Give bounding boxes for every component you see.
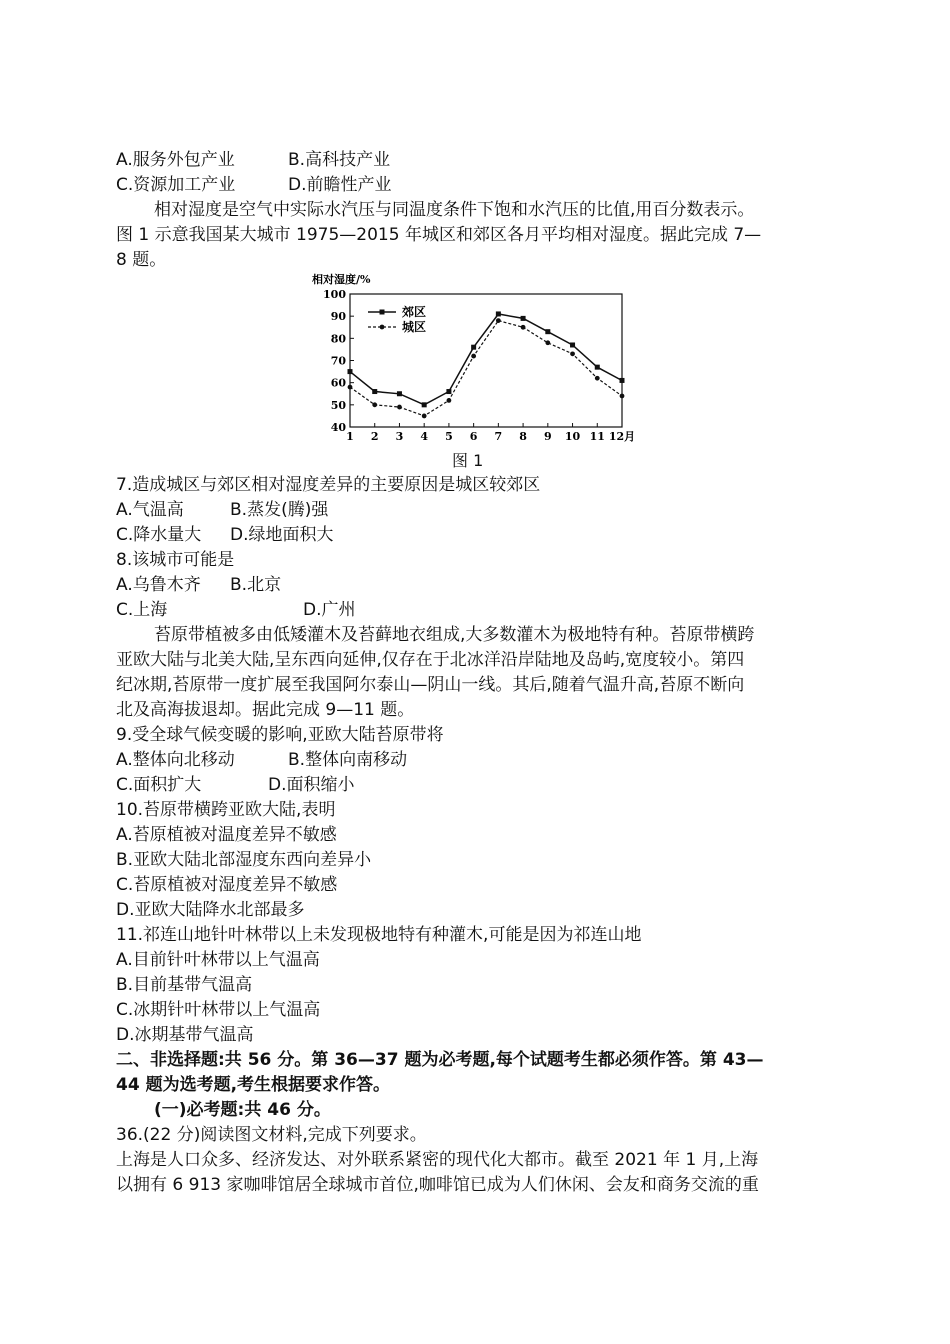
data-point-suburb [422, 402, 427, 407]
data-point-urban [521, 325, 526, 330]
q9-stem: 9.受全球气候变暖的影响,亚欧大陆苔原带将 [116, 725, 444, 745]
q10-option-d: D.亚欧大陆降水北部最多 [116, 900, 305, 920]
passage2-line-4: 北及高海拔退却。据此完成 9—11 题。 [116, 700, 415, 720]
data-point-suburb [595, 365, 600, 370]
chart-legend [368, 304, 426, 334]
q8-option-c: C.上海 [116, 600, 168, 620]
x-tick-label: 1 [346, 430, 354, 443]
q6-option-c: C.资源加工产业 [116, 175, 236, 195]
y-tick-label: 90 [330, 310, 346, 324]
q9-options-row-1 [116, 748, 407, 773]
q36-stem: 36.(22 分)阅读图文材料,完成下列要求。 [116, 1125, 427, 1145]
q7-option-d: D.绿地面积大 [230, 525, 334, 545]
q11-option-b: B.目前基带气温高 [116, 975, 253, 995]
data-point-urban [447, 398, 452, 403]
q8-option-b: B.北京 [230, 575, 282, 595]
data-point-suburb [620, 378, 625, 383]
data-point-urban [545, 340, 550, 345]
x-tick-label: 9 [543, 430, 552, 443]
y-tick-label: 60 [330, 376, 346, 390]
q6-options-row-1 [116, 148, 390, 173]
q8-option-a: A.乌鲁木齐 [116, 575, 201, 595]
q9-option-b: B.整体向南移动 [288, 750, 408, 770]
data-point-urban [471, 354, 476, 359]
y-tick-label: 50 [330, 398, 346, 412]
section2-heading-line-2: 44 题为选考题,考生根据要求作答。 [116, 1075, 391, 1095]
x-tick-label: 10 [564, 430, 581, 443]
data-point-urban [397, 405, 402, 410]
q8-option-d: D.广州 [303, 600, 356, 620]
q11-option-a: A.目前针叶林带以上气温高 [116, 950, 320, 970]
legend-label-suburb: 郊区 [402, 305, 427, 319]
q6-option-b: B.高科技产业 [288, 150, 391, 170]
section2-subheading: (一)必考题:共 46 分。 [154, 1100, 331, 1120]
q6-option-d: D.前瞻性产业 [288, 175, 392, 195]
data-point-urban [348, 385, 353, 390]
q10-option-a: A.苔原植被对温度差异不敏感 [116, 825, 337, 845]
legend-label-urban: 城区 [402, 320, 427, 334]
passage2-line-2: 亚欧大陆与北美大陆,呈东西向延伸,仅存在于北冰洋沿岸陆地及岛屿,宽度较小。第四 [116, 650, 745, 670]
x-tick-label: 2 [370, 430, 379, 443]
q10-stem: 10.苔原带横跨亚欧大陆,表明 [116, 800, 336, 820]
data-point-suburb [570, 342, 575, 347]
y-tick-label: 40 [330, 421, 346, 434]
q11-stem: 11.祁连山地针叶林带以上未发现极地特有种灌木,可能是因为祁连山地 [116, 925, 642, 945]
passage1-line-3: 8 题。 [116, 250, 167, 270]
data-point-suburb [545, 329, 550, 334]
plot-frame [350, 294, 622, 427]
q11-option-c: C.冰期针叶林带以上气温高 [116, 1000, 321, 1020]
q8-options-row-1 [116, 573, 281, 598]
q10-option-c: C.苔原植被对湿度差异不敏感 [116, 875, 338, 895]
data-point-suburb [496, 311, 501, 316]
figure-1-chart [308, 270, 648, 454]
data-point-suburb [348, 369, 353, 374]
q9-options-row-2 [116, 773, 355, 798]
series-line-suburb [350, 314, 622, 405]
q8-options-row-2 [116, 598, 356, 623]
data-point-urban [570, 351, 575, 356]
q7-options-row-2 [116, 523, 334, 548]
x-tick-label: 6 [469, 430, 478, 443]
x-tick-label: 5 [445, 430, 453, 443]
q9-option-c: C.面积扩大 [116, 775, 202, 795]
q7-option-c: C.降水量大 [116, 525, 202, 545]
passage2-line-3: 纪冰期,苔原带一度扩展至我国阿尔泰山—阴山一线。其后,随着气温升高,苔原不断向 [116, 675, 745, 695]
q7-option-a: A.气温高 [116, 500, 184, 520]
data-point-suburb [521, 316, 526, 321]
data-point-urban [496, 318, 501, 323]
q11-option-d: D.冰期基带气温高 [116, 1025, 254, 1045]
passage1-line-1: 相对湿度是空气中实际水汽压与同温度条件下饱和水汽压的比值,用百分数表示。 [154, 200, 755, 220]
q10-option-b: B.亚欧大陆北部湿度东西向差异小 [116, 850, 372, 870]
y-tick-label: 100 [323, 288, 346, 301]
legend-marker-urban [380, 325, 385, 330]
q8-stem: 8.该城市可能是 [116, 550, 235, 570]
q6-options-row-2 [116, 173, 392, 198]
humidity-chart-svg [308, 270, 648, 450]
x-tick-label: 4 [420, 430, 429, 443]
q9-option-d: D.面积缩小 [268, 775, 355, 795]
q36-material-line-1: 上海是人口众多、经济发达、对外联系紧密的现代化大都市。截至 2021 年 1 月,上海 [116, 1150, 759, 1170]
data-point-suburb [446, 389, 451, 394]
passage2-line-1: 苔原带植被多由低矮灌木及苔藓地衣组成,大多数灌木为极地特有种。苔原带横跨 [154, 625, 755, 645]
x-tick-label: 7 [494, 430, 503, 443]
data-point-suburb [372, 389, 377, 394]
figure-1-caption: 图 1 [452, 451, 484, 470]
q7-options-row-1 [116, 498, 328, 523]
q36-material-line-2: 以拥有 6 913 家咖啡馆居全球城市首位,咖啡馆已成为人们休闲、会友和商务交流的重 [116, 1175, 759, 1195]
y-tick-label: 70 [330, 354, 346, 368]
x-tick-label: 3 [395, 430, 404, 443]
y-axis-label: 相对湿度/% [312, 273, 371, 286]
data-point-suburb [397, 391, 402, 396]
data-point-urban [372, 402, 377, 407]
series-line-urban [350, 321, 622, 416]
section2-heading-line-1: 二、非选择题:共 56 分。第 36—37 题为必考题,每个试题考生都必须作答。第 43— [116, 1050, 764, 1070]
data-point-urban [595, 376, 600, 381]
y-tick-label: 80 [330, 332, 346, 346]
data-point-urban [620, 394, 625, 399]
data-point-suburb [471, 345, 476, 350]
passage1-line-2: 图 1 示意我国某大城市 1975—2015 年城区和郊区各月平均相对湿度。据此完成 7— [116, 225, 762, 245]
q6-option-a: A.服务外包产业 [116, 150, 235, 170]
q7-option-b: B.蒸发(腾)强 [230, 500, 329, 520]
q7-stem: 7.造成城区与郊区相对湿度差异的主要原因是城区较郊区 [116, 475, 541, 495]
data-point-urban [422, 414, 427, 419]
x-tick-label: 11 [589, 430, 605, 443]
q9-option-a: A.整体向北移动 [116, 750, 235, 770]
x-tick-label: 8 [519, 430, 527, 443]
x-tick-label: 12月 [608, 430, 636, 443]
legend-marker-suburb [380, 310, 385, 315]
